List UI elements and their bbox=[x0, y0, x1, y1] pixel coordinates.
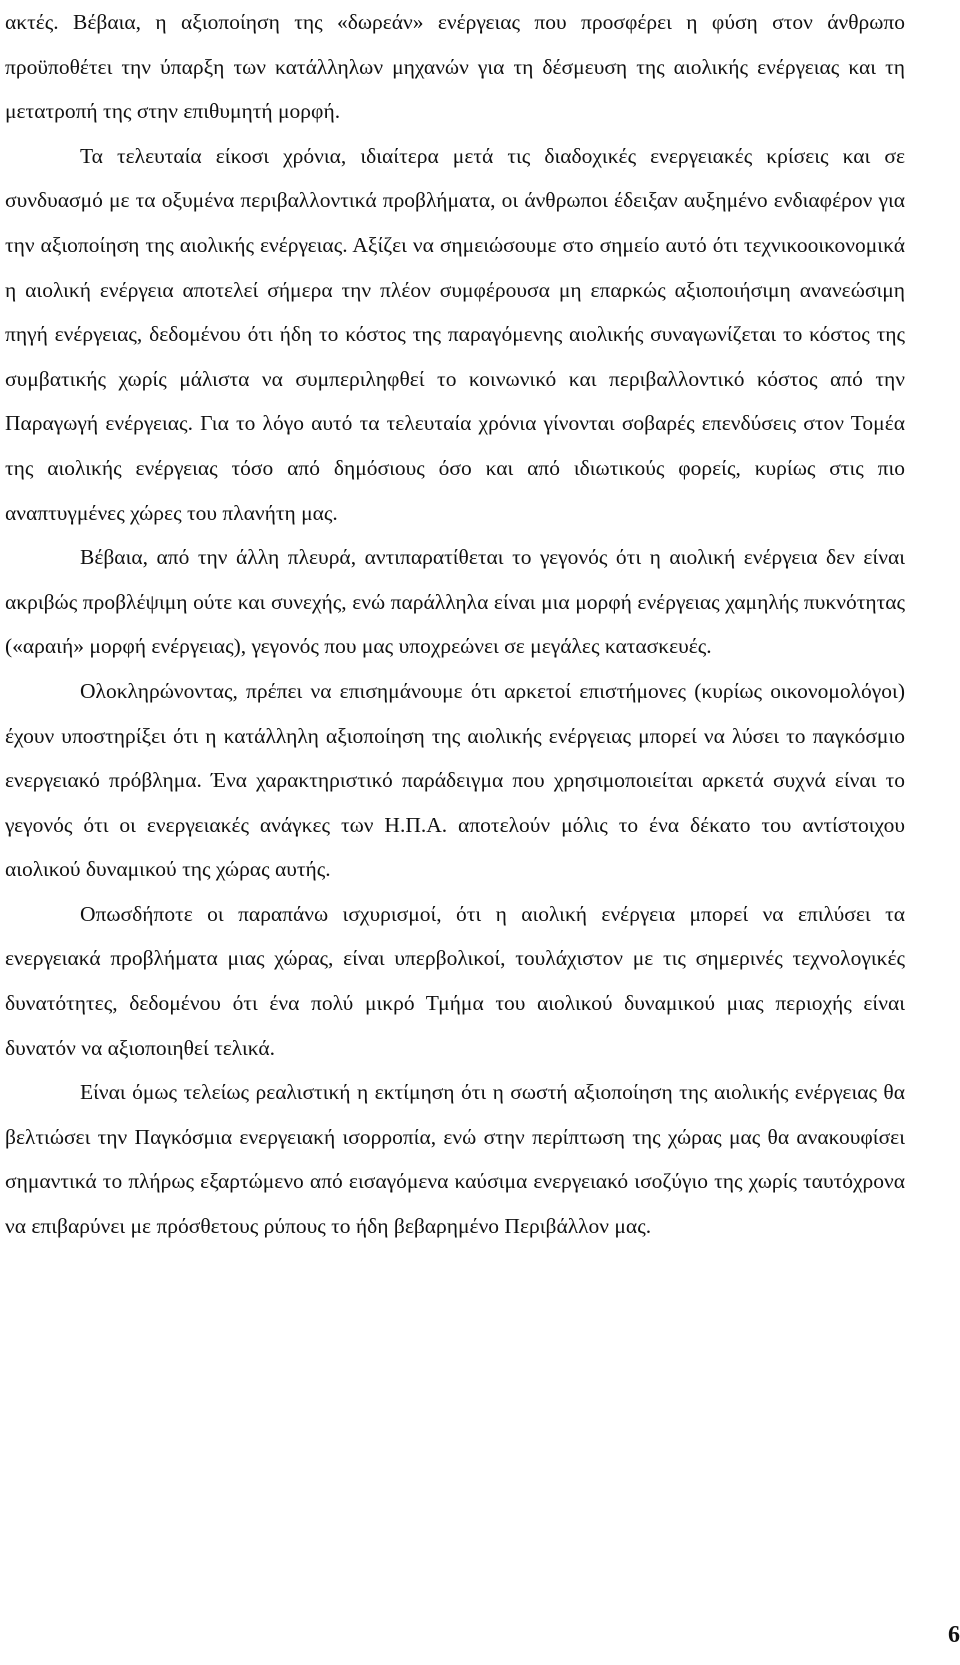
paragraph-4: Ολοκληρώνοντας, πρέπει να επισημάνουμε ότι αρκετοί επιστήμονες (κυρίως οικονομολόγοι) έχουν υποστηρίξει ότι η κατάλληλη αξιοποίηση της αιολικής ενέργειας μπορεί να λύσει το παγκόσμιο ενεργειακό πρόβλημα. Ένα χαρακτηριστικό παράδειγμα που χρησιμοποιείται αρκετά συχνά είναι το γεγονός ότι οι ενεργειακές ανάγκες των Η.Π.Α. αποτελούν μόλις το ένα δέκατο του αντίστοιχου αιολικού δυναμικού της χώρας αυτής. bbox=[5, 678, 905, 882]
page-number: 6 bbox=[948, 1622, 960, 1648]
document-body bbox=[5, 0, 905, 1249]
paragraph-5: Οπωσδήποτε οι παραπάνω ισχυρισμοί, ότι η αιολική ενέργεια μπορεί να επιλύσει τα ενεργειακά προβλήματα μιας χώρας, είναι υπερβολικοί, τουλάχιστον με τις σημερινές τεχνολογικές δυνατότητες, δεδομένου ότι ένα πολύ μικρό Τμήμα του αιολικού δυναμικού μιας περιοχής είναι δυνατόν να αξιοποιηθεί τελικά. bbox=[5, 901, 905, 1060]
paragraph-2: Τα τελευταία είκοσι χρόνια, ιδιαίτερα μετά τις διαδοχικές ενεργειακές κρίσεις και σε συνδυασμό με τα οξυμένα περιβαλλοντικά προβλήματα, οι άνθρωποι έδειξαν αυξημένο ενδιαφέρον για την αξιοποίηση της αιολικής ενέργειας. Αξίζει να σημειώσουμε στο σημείο αυτό ότι τεχνικοοικονομικά η αιολική ενέργεια αποτελεί σήμερα την πλέον συμφέρουσα μη επαρκώς αξιοποιήσιμη ανανεώσιμη πηγή ενέργειας, δεδομένου ότι ήδη το κόστος της παραγόμενης αιολικής συναγωνίζεται το κόστος της συμβατικής χωρίς μάλιστα να συμπεριληφθεί το κοινωνικό και περιβαλλοντικό κόστος από την Παραγωγή ενέργειας. Για το λόγο αυτό τα τελευταία χρόνια γίνονται σοβαρές επενδύσεις στον Τομέα της αιολικής ενέργειας τόσο από δημόσιους όσο και από ιδιωτικούς φορείς, κυρίως στις πιο αναπτυγμένες χώρες του πλανήτη μας. bbox=[5, 143, 905, 525]
paragraph-1: ακτές. Βέβαια, η αξιοποίηση της «δωρεάν» ενέργειας που προσφέρει η φύση στον άνθρωπο προϋποθέτει την ύπαρξη των κατάλληλων μηχανών για τη δέσμευση της αιολικής ενέργειας και τη μετατροπή της στην επιθυμητή μορφή. bbox=[5, 10, 905, 124]
paragraph-6: Είναι όμως τελείως ρεαλιστική η εκτίμηση ότι η σωστή αξιοποίηση της αιολικής ενέργειας θα βελτιώσει την Παγκόσμια ενεργειακή ισορροπία, ενώ στην περίπτωση της χώρας μας θα ανακουφίσει σημαντικά το πλήρως εξαρτώμενο από εισαγόμενα καύσιμα ενεργειακό ισοζύγιο της χωρίς ταυτόχρονα να επιβαρύνει με πρόσθετους ρύπους το ήδη βεβαρημένο Περιβάλλον μας. bbox=[5, 1080, 905, 1239]
paragraph-3: Βέβαια, από την άλλη πλευρά, αντιπαρατίθεται το γεγονός ότι η αιολική ενέργεια δεν είναι ακριβώς προβλέψιμη ούτε και συνεχής, ενώ παράλληλα είναι μια μορφή ενέργειας χαμηλής πυκνότητας («αραιή» μορφή ενέργειας), γεγονός που μας υποχρεώνει σε μεγάλες κατασκευές. bbox=[5, 545, 905, 659]
